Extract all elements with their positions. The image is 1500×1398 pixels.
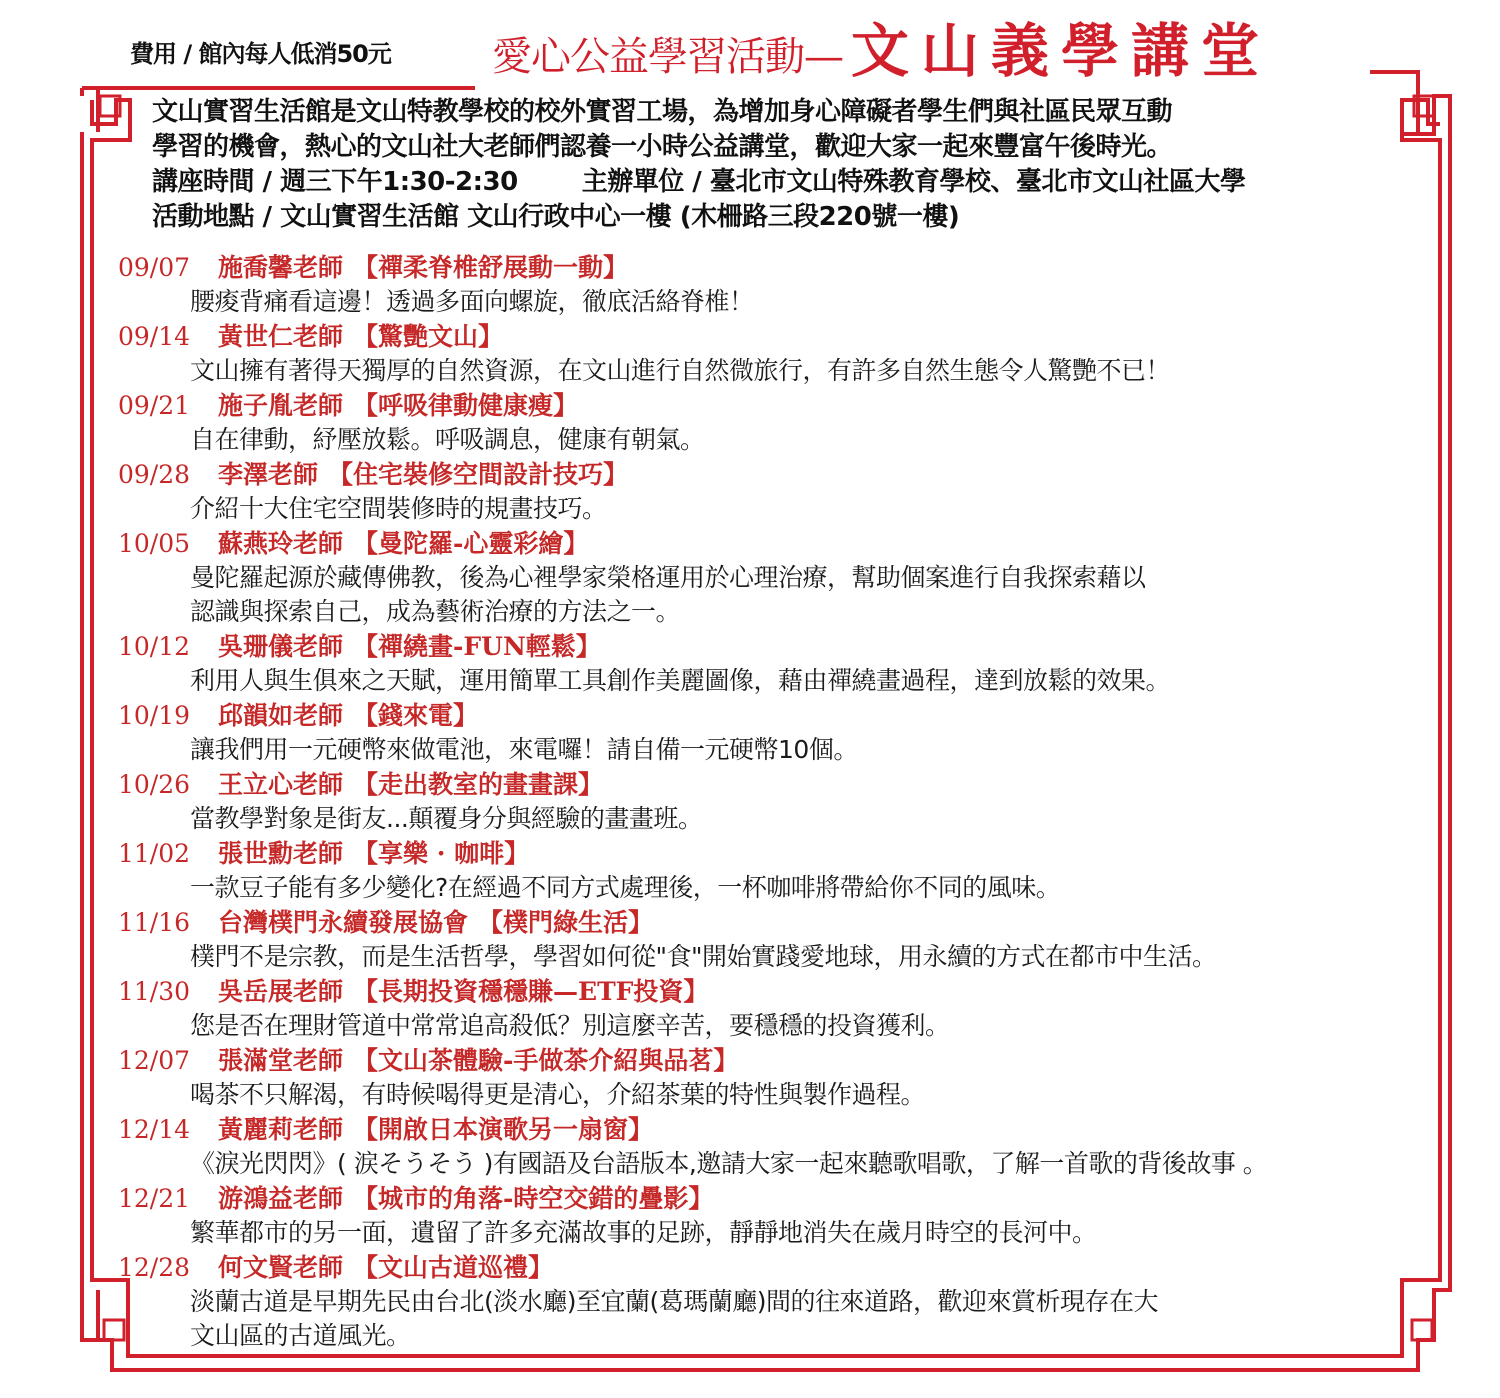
location: 活動地點 / 文山實習生活館 文山行政中心一樓 (木柵路三段220號一樓) bbox=[152, 202, 960, 232]
lecture-topic: 【樸門綠生活】 bbox=[478, 908, 654, 937]
lecture-description: 繁華都市的另一面，遺留了許多充滿故事的足跡，靜靜地消失在歲月時空的長河中。 bbox=[190, 1218, 1097, 1247]
lecture-description: 文山區的古道風光。 bbox=[190, 1321, 411, 1350]
lecture-topic: 【開啟日本演歌另一扇窗】 bbox=[353, 1115, 654, 1144]
lecture-date: 09/28 bbox=[118, 460, 191, 489]
entry-heading bbox=[118, 698, 1418, 733]
lecture-topic: 【文山古道巡禮】 bbox=[353, 1253, 554, 1282]
lecture-topic: 【城市的角落-時空交錯的疊影】 bbox=[353, 1184, 714, 1213]
schedule-entry bbox=[118, 629, 1418, 698]
schedule-entry bbox=[118, 250, 1418, 319]
teacher-name: 施喬馨老師 bbox=[218, 253, 344, 282]
time-organizer-line bbox=[152, 165, 1402, 200]
teacher-name: 何文賢老師 bbox=[218, 1253, 344, 1282]
lecture-topic: 【文山茶體驗-手做茶介紹與品茗】 bbox=[353, 1046, 739, 1075]
lecture-topic: 【錢來電】 bbox=[353, 701, 479, 730]
schedule-entry bbox=[118, 836, 1418, 905]
lecture-date: 12/28 bbox=[118, 1253, 191, 1282]
schedule-entry bbox=[118, 319, 1418, 388]
lecture-date: 12/14 bbox=[118, 1115, 191, 1144]
lecture-topic: 【曼陀羅-心靈彩繪】 bbox=[353, 529, 589, 558]
lecture-topic: 【走出教室的畫畫課】 bbox=[353, 770, 604, 799]
lecture-date: 11/30 bbox=[118, 977, 191, 1006]
lecture-description: 淡蘭古道是早期先民由台北(淡水廳)至宜蘭(葛瑪蘭廳)間的往來道路，歡迎來賞析現存在大 bbox=[190, 1287, 1159, 1316]
entry-heading bbox=[118, 974, 1418, 1009]
lecture-date: 09/14 bbox=[118, 322, 191, 351]
lecture-date: 10/05 bbox=[118, 529, 191, 558]
lecture-description: 曼陀羅起源於藏傳佛教，後為心裡學家榮格運用於心理治療，幫助個案進行自我探索藉以 bbox=[190, 563, 1146, 592]
fee-notice: 費用 / 館內每人低消50元 bbox=[130, 40, 391, 68]
lecture-topic: 【享樂 · 咖啡】 bbox=[353, 839, 530, 868]
lecture-date: 09/21 bbox=[118, 391, 191, 420]
lecture-date: 10/19 bbox=[118, 701, 191, 730]
entry-heading bbox=[118, 905, 1418, 940]
lecture-description: 認識與探索自己，成為藝術治療的方法之一。 bbox=[190, 597, 681, 626]
organizer: 主辦單位 / 臺北市文山特殊教育學校、臺北市文山社區大學 bbox=[581, 167, 1246, 197]
entry-heading bbox=[118, 1112, 1418, 1147]
teacher-name: 施子胤老師 bbox=[218, 391, 344, 420]
lecture-date: 11/16 bbox=[118, 908, 191, 937]
schedule-entry bbox=[118, 698, 1418, 767]
schedule-entry bbox=[118, 974, 1418, 1043]
intro-block bbox=[152, 95, 1402, 235]
teacher-name: 張滿堂老師 bbox=[218, 1046, 344, 1075]
teacher-name: 黃世仁老師 bbox=[218, 322, 344, 351]
entry-heading bbox=[118, 767, 1418, 802]
lecture-topic: 【驚艷文山】 bbox=[353, 322, 504, 351]
entry-heading bbox=[118, 388, 1418, 423]
teacher-name: 吳珊儀老師 bbox=[218, 632, 344, 661]
lecture-description: 自在律動，紓壓放鬆。呼吸調息，健康有朝氣。 bbox=[190, 425, 705, 454]
lecture-description: 喝茶不只解渴，有時候喝得更是清心，介紹茶葉的特性與製作過程。 bbox=[190, 1080, 926, 1109]
entry-heading bbox=[118, 250, 1418, 285]
lecture-description: 《淚光閃閃》( 涙そうそう )有國語及台語版本,邀請大家一起來聽歌唱歌，了解一首歌的背後故事 。 bbox=[190, 1149, 1268, 1178]
schedule-entry bbox=[118, 457, 1418, 526]
entry-heading bbox=[118, 319, 1418, 354]
teacher-name: 邱韻如老師 bbox=[218, 701, 344, 730]
teacher-name: 蘇燕玲老師 bbox=[218, 529, 344, 558]
lecture-description: 您是否在理財管道中常常追高殺低？別這麼辛苦，要穩穩的投資獲利。 bbox=[190, 1011, 950, 1040]
schedule-entry bbox=[118, 388, 1418, 457]
entry-heading bbox=[118, 836, 1418, 871]
lecture-description: 當教學對象是街友...顛覆身分與經驗的畫畫班。 bbox=[190, 804, 703, 833]
lecture-description: 一款豆子能有多少變化?在經過不同方式處理後，一杯咖啡將帶給你不同的風味。 bbox=[190, 873, 1061, 902]
teacher-name: 游鴻益老師 bbox=[218, 1184, 344, 1213]
lecture-date: 12/07 bbox=[118, 1046, 191, 1075]
entry-heading bbox=[118, 629, 1418, 664]
lecture-topic: 【禪柔脊椎舒展動一動】 bbox=[353, 253, 629, 282]
lecture-time: 講座時間 / 週三下午1:30-2:30 bbox=[152, 167, 518, 197]
lecture-topic: 【禪繞畫-FUN輕鬆】 bbox=[353, 632, 601, 661]
entry-heading bbox=[118, 526, 1418, 561]
page-title bbox=[484, 14, 1279, 88]
intro-line-1: 文山實習生活館是文山特教學校的校外實習工場，為增加身心障礙者學生們與社區民眾互動 bbox=[152, 97, 1173, 127]
schedule-entry bbox=[118, 1250, 1418, 1353]
lecture-date: 10/26 bbox=[118, 770, 191, 799]
entry-heading bbox=[118, 457, 1418, 492]
lecture-date: 11/02 bbox=[118, 839, 191, 868]
entry-heading bbox=[118, 1043, 1418, 1078]
teacher-name: 台灣樸門永續發展協會 bbox=[218, 908, 469, 937]
lecture-date: 10/12 bbox=[118, 632, 191, 661]
schedule-entry bbox=[118, 1112, 1418, 1181]
entry-heading bbox=[118, 1181, 1418, 1216]
lecture-description: 腰痠背痛看這邊！透過多面向螺旋，徹底活絡脊椎！ bbox=[190, 287, 754, 316]
schedule-entry bbox=[118, 905, 1418, 974]
lecture-schedule bbox=[118, 250, 1418, 1353]
teacher-name: 王立心老師 bbox=[218, 770, 344, 799]
title-main: 文山義學講堂 bbox=[851, 17, 1272, 85]
teacher-name: 張世勳老師 bbox=[218, 839, 344, 868]
teacher-name: 吳岳展老師 bbox=[218, 977, 344, 1006]
lecture-topic: 【住宅裝修空間設計技巧】 bbox=[328, 460, 629, 489]
lecture-topic: 【呼吸律動健康瘦】 bbox=[353, 391, 579, 420]
intro-line-2: 學習的機會，熱心的文山社大老師們認養一小時公益講堂，歡迎大家一起來豐富午後時光。 bbox=[152, 132, 1173, 162]
lecture-date: 09/07 bbox=[118, 253, 191, 282]
lecture-topic: 【長期投資穩穩賺—ETF投資】 bbox=[353, 977, 709, 1006]
lecture-description: 利用人與生俱來之天賦，運用簡單工具創作美麗圖像，藉由禪繞畫過程，達到放鬆的效果。 bbox=[190, 666, 1171, 695]
schedule-entry bbox=[118, 526, 1418, 629]
schedule-entry bbox=[118, 1181, 1418, 1250]
teacher-name: 李澤老師 bbox=[218, 460, 319, 489]
lecture-date: 12/21 bbox=[118, 1184, 191, 1213]
lecture-description: 讓我們用一元硬幣來做電池，來電囉！請自備一元硬幣10個。 bbox=[190, 735, 858, 764]
schedule-entry bbox=[118, 767, 1418, 836]
entry-heading bbox=[118, 1250, 1418, 1285]
schedule-entry bbox=[118, 1043, 1418, 1112]
teacher-name: 黃麗莉老師 bbox=[218, 1115, 344, 1144]
lecture-description: 介紹十大住宅空間裝修時的規畫技巧。 bbox=[190, 494, 607, 523]
title-subtitle: 愛心公益學習活動— bbox=[492, 34, 843, 80]
lecture-description: 文山擁有著得天獨厚的自然資源，在文山進行自然微旅行，有許多自然生態令人驚艷不已！ bbox=[190, 356, 1171, 385]
lecture-description: 樸門不是宗教，而是生活哲學，學習如何從"食"開始實踐愛地球，用永續的方式在都市中生活。 bbox=[190, 942, 1217, 971]
